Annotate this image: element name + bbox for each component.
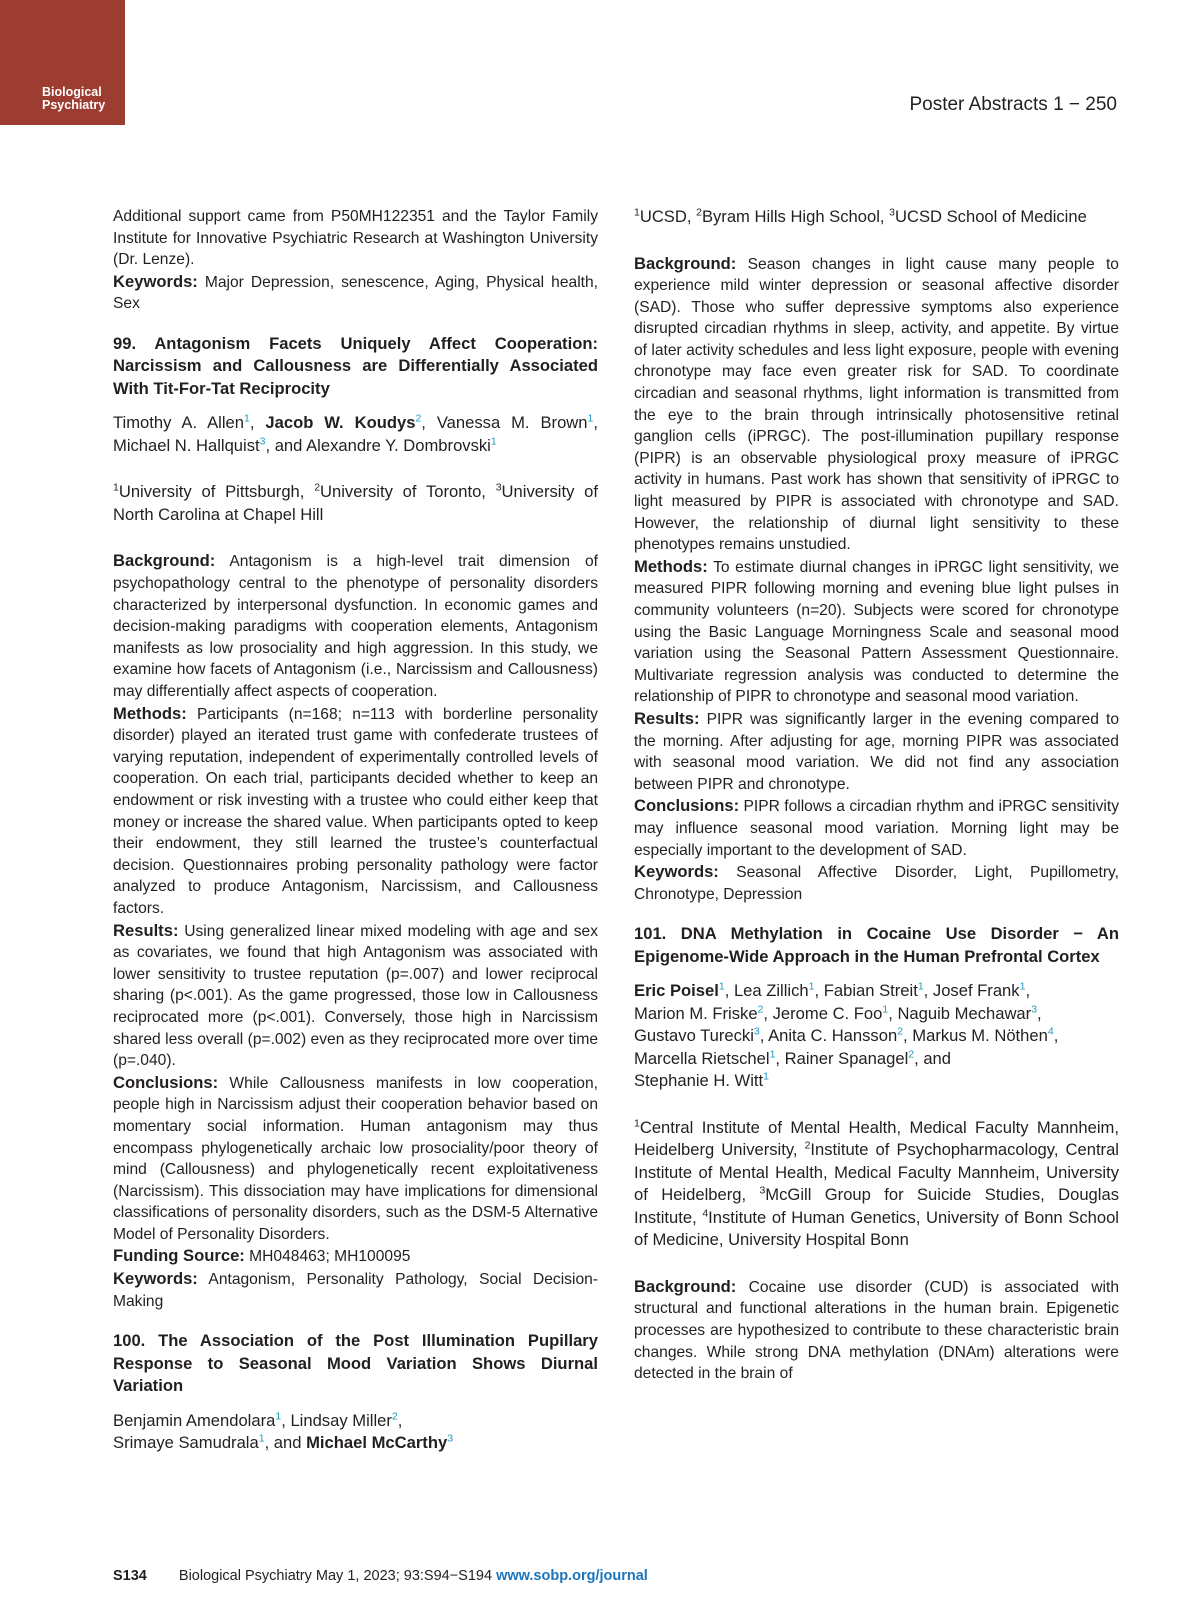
- conclusions-label: Conclusions:: [113, 1072, 219, 1092]
- keywords-label: Keywords:: [113, 1269, 198, 1289]
- author-name: Gustavo Turecki: [634, 1026, 754, 1046]
- affiliation-number: 2: [314, 481, 321, 494]
- background-label: Background:: [113, 551, 216, 571]
- abstract-99-funding: [113, 1245, 598, 1268]
- affiliation-text: Institute of Psychopharmacology, Central Institute of Mental Health, Medical Faculty Mannheim, University of Heidelberg,: [634, 1140, 1119, 1205]
- abstract-100-conclusions: [634, 795, 1119, 861]
- author-name: Jacob W. Koudys: [265, 413, 416, 433]
- affiliation-marker: 1: [244, 412, 250, 425]
- author-name: Benjamin Amendolara: [113, 1410, 276, 1430]
- author-name: Lindsay Miller: [290, 1410, 392, 1430]
- affiliation-number: 1: [113, 481, 119, 494]
- journal-citation: Biological Psychiatry May 1, 2023; 93:S94−S194: [178, 1568, 493, 1584]
- abstract-100-keywords: [634, 861, 1119, 905]
- background-label: Background:: [634, 1276, 737, 1296]
- author-name: Anita C. Hansson: [768, 1026, 898, 1046]
- page-number: S134: [113, 1568, 147, 1584]
- affiliation-marker: 3: [1031, 1003, 1038, 1016]
- affiliation-text: University of North Carolina at Chapel Hill: [113, 482, 599, 524]
- affiliation-marker: 1: [490, 435, 497, 448]
- abstract-99-results: [113, 920, 598, 1072]
- abstract-99-methods: [113, 703, 598, 920]
- affiliation-text: Central Institute of Mental Health, Medical Faculty Mannheim, Heidelberg University,: [634, 1117, 1119, 1160]
- author-name: Naguib Mechawar: [897, 1003, 1032, 1023]
- abstract-101-authors: Eric Poisel$^1$, Lea Zillich$^1$, Fabian Streit$^1$, Josef Frank$^1$, Marion M. Friske$^2$, Jerome C. Foo$^1$, Naguib Mechawar$^3$, Gustavo Turecki$^3$, Anita C. Hansson$^2$, Markus M. Nöthen$^4$, Marcella Rietschel$^1$, Rainer Spanagel$^2$, and Stephanie H. Witt$^1$: [634, 980, 1059, 1091]
- affiliation-marker: 1: [275, 1410, 282, 1423]
- author-name: Alexandre Y. Dombrovski: [306, 435, 491, 455]
- abstract-101-title: 101. DNA Methylation in Cocaine Use Disorder − An Epigenome-Wide Approach in the Human Prefrontal Cortex: [634, 924, 1119, 966]
- abstract-100-affiliations: [634, 206, 1119, 229]
- keywords-text: Major Depression, senescence, Aging, Physical health, Sex: [113, 273, 598, 313]
- affiliation-marker: 1: [1019, 980, 1026, 993]
- results-text: PIPR was significantly larger in the evening compared to the morning. After adjusting for age, morning PIPR was associated with seasonal mood variation. We did not find any association between PIPR and chronotype.: [634, 710, 1119, 793]
- abstract-99-affiliations: [113, 481, 598, 526]
- background-text: Cocaine use disorder (CUD) is associated with structural and functional alterations in the human brain. Epigenetic processes are hypothesized to contribute to these characteristic brain changes. While strong DNA methylation (DNAm) alterations were detected in the brain of: [634, 1278, 1119, 1383]
- methods-text: To estimate diurnal changes in iPRGC light sensitivity, we measured PIPR following morning and evening blue light pulses in community volunteers (n=20). Subjects were scored for chronotype using the Basic Language Morningness Scale and seasonal mood variation using the Seasonal Pattern Assessment Questionnaire. Multivariate regression analysis was conducted to determine the relationship of PIPR to chronotype and seasonal mood variation.: [634, 558, 1119, 706]
- results-text: Using generalized linear mixed modeling with age and sex as covariates, we found that high Antagonism was associated with lower sensitivity to trustee reputation (p=.007) and lower reciprocal sharing (p<.001). As the game progressed, those low in Callousness reciprocated more (p<.001). Conversely, those high in Narcissism shared less overall (p=.002) even as they reciprocated more over time (p=.040).: [113, 922, 598, 1070]
- affiliation-marker: 1: [258, 1432, 265, 1445]
- keywords-98: [113, 271, 598, 315]
- affiliation-number: 1: [634, 1117, 640, 1130]
- affiliation-number: 3: [889, 206, 895, 219]
- affiliation-marker: 1: [763, 1070, 769, 1083]
- author-name: Srimaye Samudrala: [113, 1433, 259, 1453]
- abstract-101-background: [634, 1276, 1119, 1385]
- logo-line-1: Biological: [42, 85, 102, 99]
- author-name: Marion M. Friske: [634, 1003, 758, 1023]
- affiliation-marker: 1: [718, 980, 725, 993]
- funding-text: MH048463; MH100095: [249, 1248, 411, 1266]
- abstract-101-affiliations: [634, 1117, 1119, 1252]
- abstract-100-methods: [634, 556, 1119, 708]
- background-text: Season changes in light cause many people to experience mild winter depression or seasonal affective disorder (SAD). Those who suffer depressive symptoms also experience disrupted circadian rhythms in sleep, activity, and appetite. By virtue of later activity schedules and less light exposure, people with evening chronotype may face even greater risk for SAD. To coordinate circadian and seasonal rhythms, light information is transmitted from the eye to the brain through intrinsically photosensitive retinal ganglion cells (iPRGC). The post-illumination pupillary response (PIPR) is an observable physiological proxy measure of iPRGC activity in humans. Past work has shown that sensitivity of iPRGC to light measured by PIPR is associated with chronotype and SAD. However, the relationship of diurnal light sensitivity to these phenotypes remains unstudied.: [634, 255, 1119, 554]
- methods-text: Participants (n=168; n=113 with borderline personality disorder) played an iterated trust game with confederate trustees of varying reputation, independent of experimentally controlled levels of cooperation. On each trial, participants decided whether to keep an endowment or risk investing with a trustee who could either keep that money or increase the shared value. When participants opted to keep their endowment, they still learned the trustee’s counterfactual decision. Questionnaires probing personality pathology were factor analyzed to produce Antagonism, Narcissism, and Callousness factors.: [113, 705, 598, 917]
- affiliation-text: Byram Hills High School,: [701, 207, 890, 226]
- keywords-label: Keywords:: [634, 862, 719, 882]
- author-name: Marcella Rietschel: [634, 1048, 770, 1068]
- author-name: Eric Poisel: [634, 981, 719, 1001]
- affiliation-marker: 3: [259, 435, 266, 448]
- author-name: Rainer Spanagel: [784, 1048, 909, 1068]
- affiliation-number: 3: [759, 1184, 766, 1197]
- affiliation-text: University of Toronto,: [320, 482, 496, 502]
- affiliation-number: 2: [696, 206, 702, 219]
- page-footer: [113, 1568, 648, 1584]
- author-name: Lea Zillich: [733, 981, 809, 1001]
- affiliation-number: 2: [804, 1139, 811, 1152]
- section-header: Poster Abstracts 1 − 250: [909, 94, 1117, 115]
- author-name: Markus M. Nöthen: [912, 1026, 1048, 1046]
- background-text: Antagonism is a high-level trait dimension of psychopathology central to the phenotype of personality disorders characterized by interpersonal dysfunction. In economic games and decision-making paradigms with cooperation elements, Antagonism manifests as low prosociality and high aggression. In this study, we examine how facets of Antagonism (i.e., Narcissism and Callousness) may differentially affect aspects of cooperation.: [113, 553, 598, 701]
- affiliation-marker: 1: [882, 1003, 889, 1016]
- affiliation-marker: 1: [769, 1048, 776, 1061]
- funding-label: Funding Source:: [113, 1246, 245, 1266]
- methods-label: Methods:: [634, 556, 708, 576]
- affiliation-text: McGill Group for Suicide Studies, Douglas Institute,: [634, 1185, 1119, 1227]
- conclusions-label: Conclusions:: [634, 796, 740, 816]
- author-name: Michael McCarthy: [306, 1433, 448, 1453]
- author-name: Michael N. Hallquist: [113, 435, 260, 455]
- keywords-text: Seasonal Affective Disorder, Light, Pupillometry, Chronotype, Depression: [634, 864, 1119, 903]
- author-name: Timothy A. Allen: [113, 413, 245, 433]
- affiliation-text: UCSD School of Medicine: [894, 207, 1087, 226]
- results-label: Results:: [634, 708, 700, 728]
- right-column: [634, 206, 1119, 1385]
- background-label: Background:: [634, 253, 737, 273]
- conclusions-text: PIPR follows a circadian rhythm and iPRGC sensitivity may influence seasonal mood variation. Morning light may be especially important to the development of SAD.: [634, 798, 1119, 859]
- affiliation-number: 4: [702, 1207, 709, 1220]
- abstract-99-background: [113, 550, 598, 702]
- methods-label: Methods:: [113, 703, 187, 723]
- affiliation-text: UCSD,: [639, 207, 697, 226]
- logo-line-2: Psychiatry: [42, 98, 106, 112]
- journal-link[interactable]: www.sobp.org/journal: [496, 1568, 648, 1584]
- abstract-100-results: [634, 708, 1119, 795]
- affiliation-marker: 2: [391, 1410, 398, 1423]
- affiliation-marker: 1: [808, 980, 815, 993]
- affiliation-marker: 1: [587, 412, 594, 425]
- affiliation-number: 3: [495, 481, 502, 494]
- author-name: Jerome C. Foo: [772, 1003, 883, 1023]
- affiliation-marker: 3: [447, 1432, 454, 1445]
- author-name: Stephanie H. Witt: [634, 1071, 764, 1091]
- keywords-text: Antagonism, Personality Pathology, Social Decision-Making: [113, 1271, 598, 1310]
- affiliation-marker: 4: [1047, 1025, 1054, 1038]
- abstract-99-authors: Timothy A. Allen$^1$, Jacob W. Koudys$^2$, Vanessa M. Brown$^1$, Michael N. Hallquist$^3$, and Alexandre Y. Dombrovski$^1$: [113, 412, 598, 455]
- affiliation-marker: 2: [897, 1025, 904, 1038]
- affiliation-marker: 2: [757, 1003, 764, 1016]
- affiliation-number: 1: [634, 206, 640, 219]
- results-label: Results:: [113, 920, 179, 940]
- abstract-100-title: 100. The Association of the Post Illumination Pupillary Response to Seasonal Mood Variation Shows Diurnal Variation: [113, 1331, 598, 1396]
- affiliation-marker: 1: [917, 980, 924, 993]
- journal-logo: [0, 0, 125, 125]
- affiliation-text: University of Pittsburgh,: [118, 482, 315, 502]
- affiliation-marker: 2: [415, 412, 422, 425]
- affiliation-marker: 2: [908, 1048, 915, 1061]
- abstract-100-background: [634, 253, 1119, 556]
- author-name: Vanessa M. Brown: [436, 413, 588, 433]
- author-name: Fabian Streit: [823, 981, 918, 1001]
- affiliation-text: Institute of Human Genetics, University of Bonn School of Medicine, University Hospital Bonn: [634, 1207, 1119, 1250]
- abstract-99-conclusions: [113, 1072, 598, 1246]
- conclusions-text: While Callousness manifests in low cooperation, people high in Narcissism adjust their cooperation behavior based on momentary social information. Human antagonism may thus encompass phylogenetically archaic low prosociality/poor theory of mind (Callousness) and phylogenetically recent exploitativeness (Narcissism). This dissociation may have implications for dimensional classifications of personality disorders, such as the DSM-5 Alternative Model of Personality Disorders.: [113, 1074, 598, 1243]
- support-text: Additional support came from P50MH122351 and the Taylor Family Institute for Innovative Psychiatric Research at Washington University (Dr. Lenze).: [113, 208, 598, 269]
- affiliation-marker: 3: [753, 1025, 760, 1038]
- keywords-label: Keywords:: [113, 271, 198, 291]
- abstract-100-authors: Benjamin Amendolara$^1$, Lindsay Miller$^2$, Srimaye Samudrala$^1$, and Michael McCarthy$^3$: [113, 1410, 454, 1453]
- author-name: Josef Frank: [932, 981, 1020, 1001]
- left-column: [113, 206, 598, 1455]
- abstract-99-title: 99. Antagonism Facets Uniquely Affect Cooperation: Narcissism and Callousness are Differentially Associated With Tit-For-Tat Reciprocity: [113, 333, 598, 398]
- abstract-99-keywords: [113, 1268, 598, 1312]
